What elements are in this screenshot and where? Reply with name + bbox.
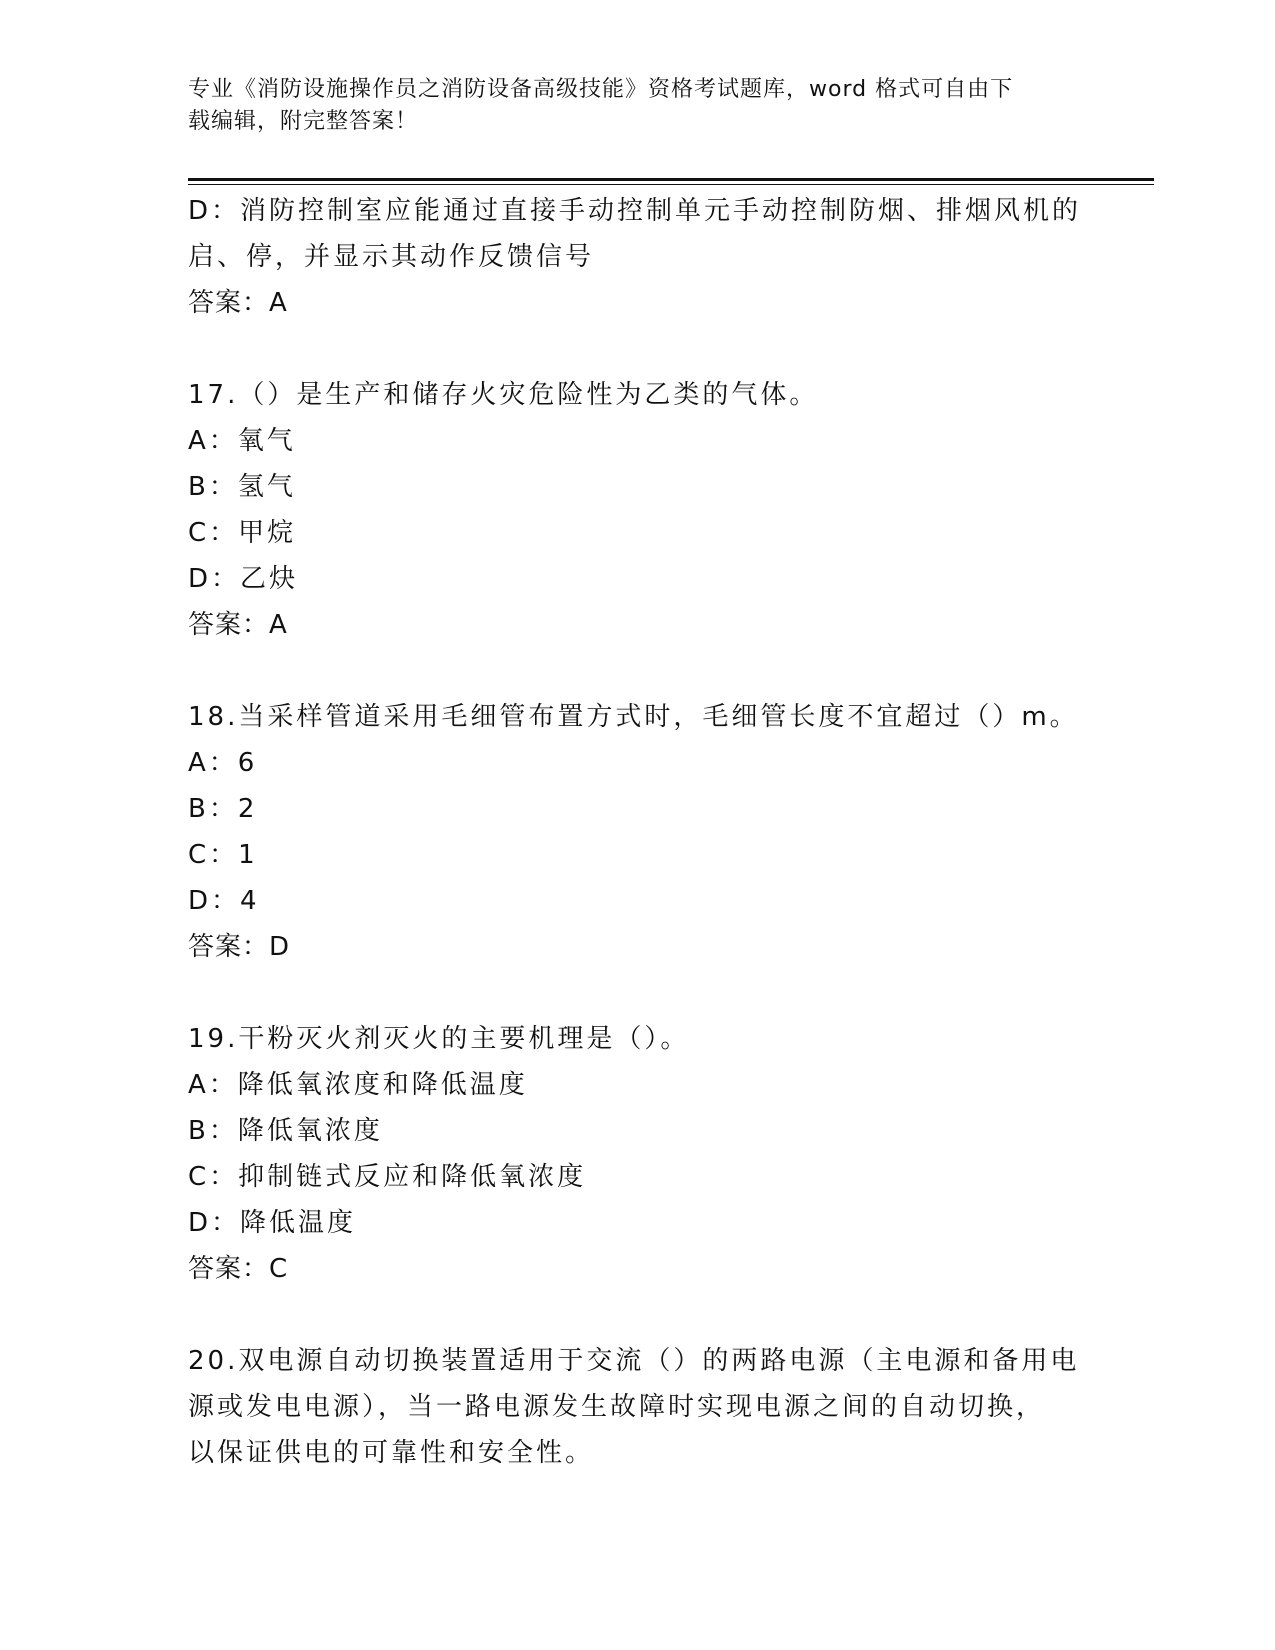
question-19 — [188, 1016, 1088, 1292]
question-stem-line-3: 以保证供电的可靠性和安全性。 — [188, 1438, 595, 1468]
option-a: A：6 — [188, 748, 258, 778]
option-c: C：甲烷 — [188, 518, 297, 548]
answer-line: 答案：C — [188, 1254, 289, 1284]
option-b: B：氢气 — [188, 472, 296, 502]
option-d-line-1: D：消防控制室应能通过直接手动控制单元手动控制防烟、排烟风机的 — [188, 196, 1082, 226]
option-d: D：4 — [188, 886, 260, 916]
spacer — [188, 1292, 1088, 1338]
spacer — [188, 326, 1088, 372]
answer-line: 答案：A — [188, 288, 288, 318]
question-stem-line-2: 源或发电电源），当一路电源发生故障时实现电源之间的自动切换， — [188, 1392, 1046, 1422]
question-stem-line-1: 20.双电源自动切换装置适用于交流（）的两路电源（主电源和备用电 — [188, 1346, 1080, 1376]
document-header — [188, 74, 1068, 138]
option-c: C：1 — [188, 840, 258, 870]
option-d: D：乙炔 — [188, 564, 299, 594]
option-d: D：降低温度 — [188, 1208, 357, 1238]
question-18 — [188, 694, 1088, 970]
header-rule-thin — [188, 184, 1154, 185]
question-content — [188, 188, 1088, 1476]
header-rule-thick — [188, 178, 1154, 181]
question-stem: 19.干粉灭火剂灭火的主要机理是（）。 — [188, 1024, 690, 1054]
previous-question-tail — [188, 188, 1088, 326]
option-d-line-2: 启、停，并显示其动作反馈信号 — [188, 242, 595, 272]
spacer — [188, 970, 1088, 1016]
option-b: B：降低氧浓度 — [188, 1116, 383, 1146]
question-20 — [188, 1338, 1088, 1476]
question-17 — [188, 372, 1088, 648]
option-a: A：氧气 — [188, 426, 296, 456]
spacer — [188, 648, 1088, 694]
header-line-2: 载编辑，附完整答案！ — [188, 109, 419, 134]
question-stem: 17.（）是生产和储存火灾危险性为乙类的气体。 — [188, 380, 819, 410]
option-b: B：2 — [188, 794, 258, 824]
answer-line: 答案：D — [188, 932, 291, 962]
question-stem: 18.当采样管道采用毛细管布置方式时，毛细管长度不宜超过（）m。 — [188, 702, 1079, 732]
answer-line: 答案：A — [188, 610, 288, 640]
header-line-1: 专业《消防设施操作员之消防设备高级技能》资格考试题库，word 格式可自由下 — [188, 77, 1014, 102]
option-a: A：降低氧浓度和降低温度 — [188, 1070, 528, 1100]
option-c: C：抑制链式反应和降低氧浓度 — [188, 1162, 587, 1192]
